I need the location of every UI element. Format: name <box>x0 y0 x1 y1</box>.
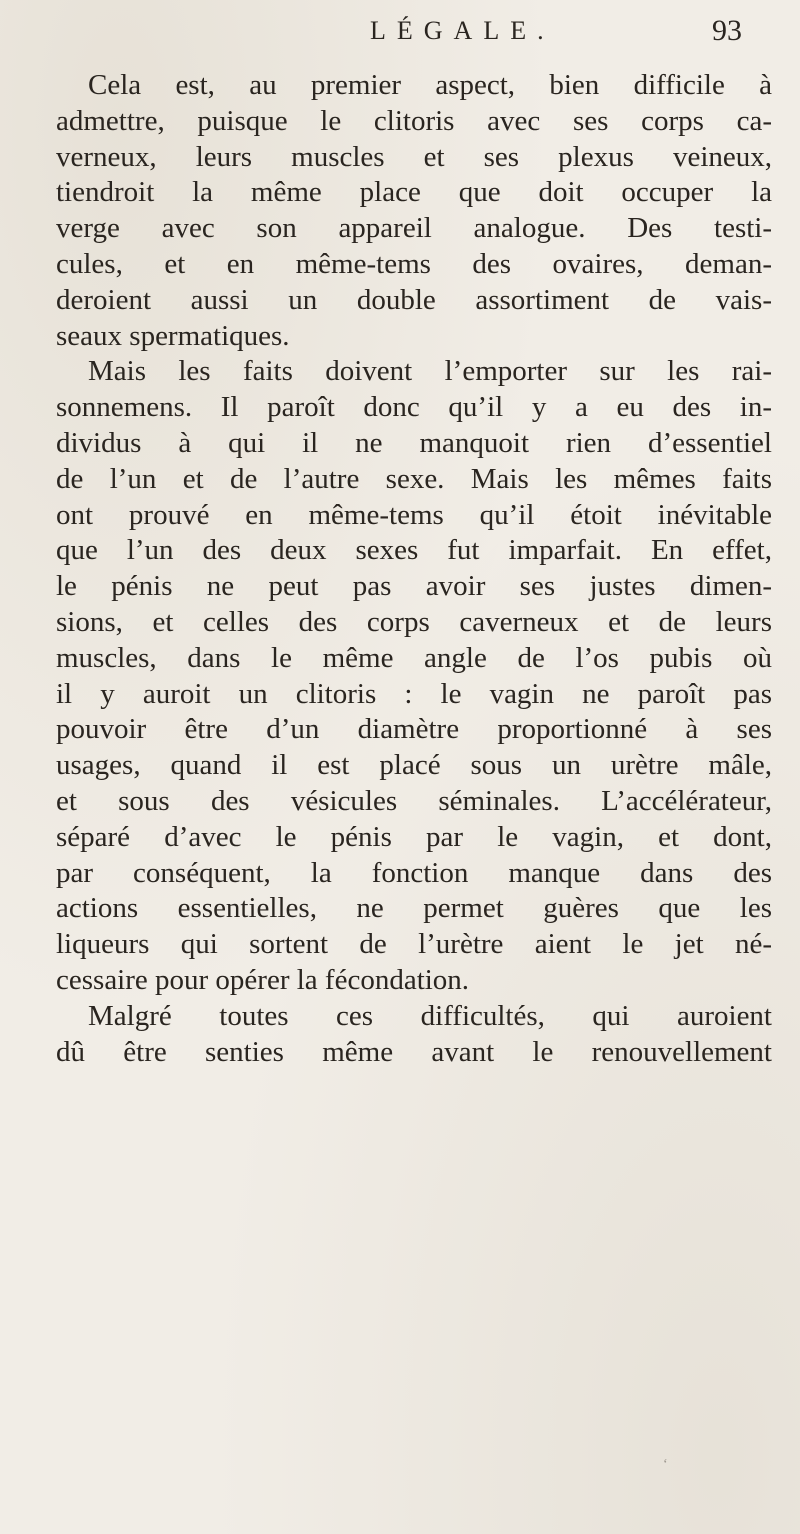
text-line: actions essentielles, ne permet guères que les <box>56 892 772 925</box>
text-line: muscles, dans le même angle de l’os pubis où <box>56 641 772 674</box>
text-line: par conséquent, la fonction manque dans des <box>56 856 772 889</box>
body-text <box>56 68 772 1070</box>
text-line: deroient aussi un double assortiment de vais- <box>56 283 772 316</box>
paper-speck-mark: ʻ <box>663 1457 668 1472</box>
text-line: ont prouvé en même-tems qu’il étoit inévitable <box>56 498 772 531</box>
text-line: admettre, puisque le clitoris avec ses corps ca- <box>56 104 772 137</box>
text-line: dû être senties même avant le renouvellement <box>56 1035 772 1068</box>
text-line: dividus à qui il ne manquoit rien d’essentiel <box>56 426 772 459</box>
text-line: verneux, leurs muscles et ses plexus veineux, <box>56 140 772 173</box>
text-line: liqueurs qui sortent de l’urètre aient le jet né- <box>56 928 772 961</box>
text-line: le pénis ne peut pas avoir ses justes dimen- <box>56 570 772 603</box>
text-line: que l’un des deux sexes fut imparfait. En effet, <box>56 534 772 567</box>
text-line: tiendroit la même place que doit occuper la <box>56 176 772 209</box>
text-line: usages, quand il est placé sous un urètre mâle, <box>56 749 772 782</box>
running-head: LÉGALE. <box>370 16 555 45</box>
page-header <box>0 14 800 54</box>
text-line: il y auroit un clitoris : le vagin ne paroît pas <box>56 677 772 710</box>
text-line: cessaire pour opérer la fécondation. <box>56 963 470 996</box>
text-line: sions, et celles des corps caverneux et de leurs <box>56 605 772 638</box>
text-line: pouvoir être d’un diamètre proportionné à ses <box>56 713 772 746</box>
page-number: 93 <box>712 14 742 47</box>
text-line: séparé d’avec le pénis par le vagin, et dont, <box>56 820 772 853</box>
text-line: cules, et en même-tems des ovaires, deman- <box>56 247 772 280</box>
text-line: seaux spermatiques. <box>56 319 290 352</box>
text-line: Mais les faits doivent l’emporter sur les rai- <box>88 355 772 388</box>
text-line: Cela est, au premier aspect, bien difficile à <box>88 69 772 101</box>
text-line: Malgré toutes ces difficultés, qui auroient <box>88 999 772 1032</box>
text-line: sonnemens. Il paroît donc qu’il y a eu des in- <box>56 391 772 424</box>
text-line: verge avec son appareil analogue. Des testi- <box>56 212 772 245</box>
text-line: et sous des vésicules séminales. L’accélérateur, <box>56 784 772 817</box>
text-line: de l’un et de l’autre sexe. Mais les mêmes faits <box>56 462 772 495</box>
